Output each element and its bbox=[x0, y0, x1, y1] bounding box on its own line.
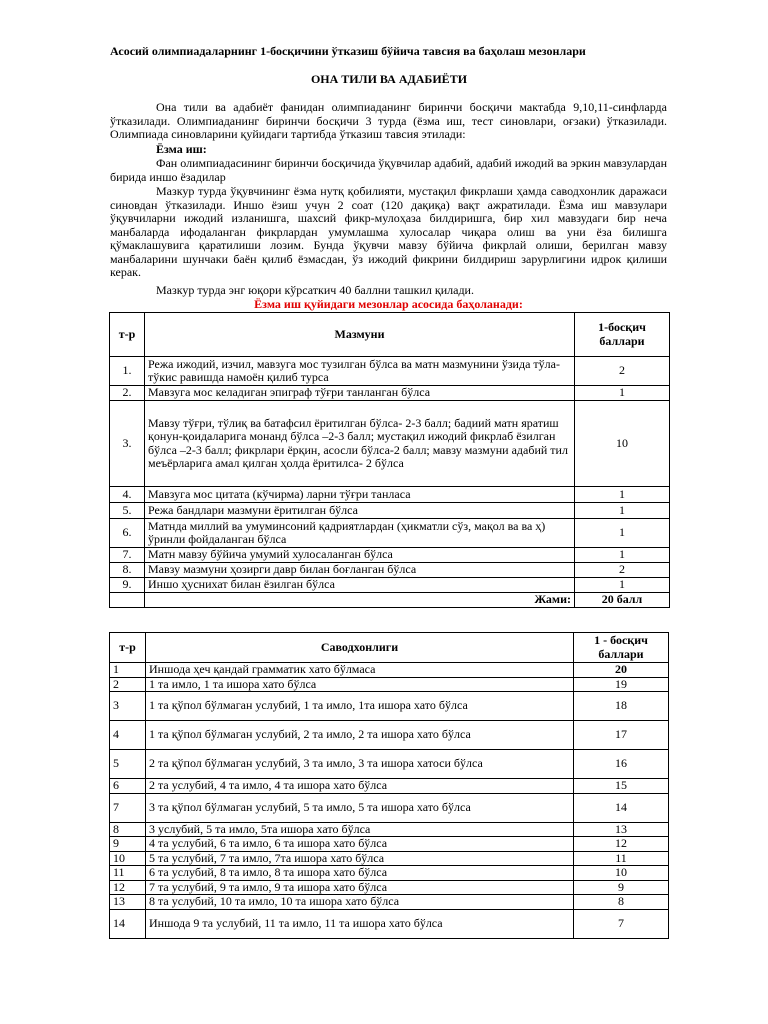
intro-paragraph: Она тили ва адабиёт фанидан олимпиаданинг биринчи босқичи мактабда 9,10,11-синфларда ўтказилади. Олимпиаданинг биринчи босқичи 3 турда (ёзма иш, тест синовлари, оғзаки) ўтказилади. Олимпиада синовларини қуйидаги тартибда ўтказиш тавсия этилади: bbox=[110, 100, 667, 141]
row-score: 10 bbox=[574, 866, 669, 881]
row-number: 1 bbox=[110, 663, 146, 678]
row-number: 8 bbox=[110, 822, 146, 837]
row-criterion: Мавзу тўғри, тўлиқ ва батафсил ёритилган бўлса- 2-3 балл; бадиий матн яратиш қонун-қоидаларига монанд бўлса –2-3 балл; мустақил ижодий фикрлаб ёзилган бўлса –2-3 балл; фикрлари ёрқин, асосли бўлса-2 балл; мавзу мазмуни адабий тил меъёрларига амал қилган ҳолда ёритилса- 2 бўлса bbox=[145, 401, 575, 487]
row-score: 1 bbox=[575, 578, 670, 593]
column-header-score: 1-босқич баллари bbox=[575, 313, 670, 357]
row-number: 2. bbox=[110, 386, 145, 401]
criteria-title: Ёзма иш қуйидаги мезонлар асосида баҳоланади: bbox=[254, 297, 523, 311]
row-criterion: Мавзуга мос цитата (кўчирма) ларни тўғри танласа bbox=[145, 487, 575, 503]
row-score: 19 bbox=[574, 677, 669, 692]
row-score: 17 bbox=[574, 721, 669, 750]
row-criterion: 3 та қўпол бўлмаган услубий, 5 та имло, 5 та ишора хато бўлса bbox=[146, 793, 574, 822]
row-criterion: Мавзуга мос келадиган эпиграф тўғри танланган бўлса bbox=[145, 386, 575, 401]
subject-title: ОНА ТИЛИ ВА АДАБИЁТИ bbox=[310, 72, 468, 86]
written-work-title: Ёзма иш: bbox=[156, 142, 207, 156]
row-score: 1 bbox=[575, 548, 670, 563]
row-criterion: Матн мавзу бўйича умумий хулосаланган бўлса bbox=[145, 548, 575, 563]
total-spacer-cell bbox=[110, 593, 145, 608]
row-score: 7 bbox=[574, 909, 669, 938]
row-score: 9 bbox=[574, 880, 669, 895]
row-number: 9 bbox=[110, 837, 146, 852]
row-score: 10 bbox=[575, 401, 670, 487]
row-score: 13 bbox=[574, 822, 669, 837]
row-number: 11 bbox=[110, 866, 146, 881]
literacy-criteria-table bbox=[109, 632, 669, 939]
row-criterion: 2 та услубий, 4 та имло, 4 та ишора хато бўлса bbox=[146, 779, 574, 794]
row-number: 7 bbox=[110, 793, 146, 822]
row-number: 9. bbox=[110, 578, 145, 593]
row-number: 2 bbox=[110, 677, 146, 692]
total-label: Жами: bbox=[145, 593, 575, 608]
row-criterion: Иншода 9 та услубий, 11 та имло, 11 та ишора хато бўлса bbox=[146, 909, 574, 938]
row-number: 4 bbox=[110, 721, 146, 750]
row-score: 1 bbox=[575, 487, 670, 503]
row-criterion: Режа бандлари мазмуни ёритилган бўлса bbox=[145, 503, 575, 519]
row-criterion: 6 та услубий, 8 та имло, 8 та ишора хато бўлса bbox=[146, 866, 574, 881]
row-score: 18 bbox=[574, 692, 669, 721]
row-score: 1 bbox=[575, 519, 670, 548]
row-number: 3 bbox=[110, 692, 146, 721]
row-score: 1 bbox=[575, 386, 670, 401]
row-criterion: 2 та қўпол бўлмаган услубий, 3 та имло, 3 та ишора хатоси бўлса bbox=[146, 750, 574, 779]
row-criterion: Мавзу мазмуни ҳозирги давр билан боғланган бўлса bbox=[145, 563, 575, 578]
row-score: 20 bbox=[574, 663, 669, 678]
row-number: 7. bbox=[110, 548, 145, 563]
row-criterion: Матнда миллий ва умуминсоний қадриятлардан (ҳикматли сўз, мақол ва ва ҳ) ўринли фойдаланган бўлса bbox=[145, 519, 575, 548]
row-number: 12 bbox=[110, 880, 146, 895]
row-number: 4. bbox=[110, 487, 145, 503]
row-number: 3. bbox=[110, 401, 145, 487]
row-number: 10 bbox=[110, 851, 146, 866]
paragraph-3: Мазкур турда энг юқори кўрсаткич 40 баллни ташкил қилади. bbox=[156, 283, 474, 297]
row-score: 12 bbox=[574, 837, 669, 852]
row-criterion: 3 услубий, 5 та имло, 5та ишора хато бўлса bbox=[146, 822, 574, 837]
column-header-literacy: Саводхонлиги bbox=[146, 633, 574, 663]
row-number: 13 bbox=[110, 895, 146, 910]
row-criterion: Иншода ҳеч қандай грамматик хато бўлмаса bbox=[146, 663, 574, 678]
row-criterion: 8 та услубий, 10 та имло, 10 та ишора хато бўлса bbox=[146, 895, 574, 910]
row-criterion: 7 та услубий, 9 та имло, 9 та ишора хато бўлса bbox=[146, 880, 574, 895]
row-score: 16 bbox=[574, 750, 669, 779]
row-score: 2 bbox=[575, 357, 670, 386]
row-score: 15 bbox=[574, 779, 669, 794]
row-number: 6. bbox=[110, 519, 145, 548]
row-criterion: 1 та имло, 1 та ишора хато бўлса bbox=[146, 677, 574, 692]
row-score: 14 bbox=[574, 793, 669, 822]
row-criterion: 5 та услубий, 7 та имло, 7та ишора хато бўлса bbox=[146, 851, 574, 866]
row-number: 5 bbox=[110, 750, 146, 779]
row-number: 14 bbox=[110, 909, 146, 938]
row-number: 5. bbox=[110, 503, 145, 519]
column-header-score: 1 - босқич баллари bbox=[574, 633, 669, 663]
column-header-content: Мазмуни bbox=[145, 313, 575, 357]
row-score: 11 bbox=[574, 851, 669, 866]
paragraph-1: Фан олимпиадасининг биринчи босқичида ўқувчилар адабий, адабий ижодий ва эркин мавзулардан бирида иншо ёзадилар bbox=[110, 156, 667, 184]
row-number: 6 bbox=[110, 779, 146, 794]
row-score: 8 bbox=[574, 895, 669, 910]
row-score: 2 bbox=[575, 563, 670, 578]
row-criterion: 1 та қўпол бўлмаган услубий, 1 та имло, 1та ишора хато бўлса bbox=[146, 692, 574, 721]
row-number: 8. bbox=[110, 563, 145, 578]
row-criterion: Иншо ҳуснихат билан ёзилган бўлса bbox=[145, 578, 575, 593]
row-number: 1. bbox=[110, 357, 145, 386]
content-criteria-table bbox=[109, 312, 670, 608]
row-criterion: 1 та қўпол бўлмаган услубий, 2 та имло, 2 та ишора хато бўлса bbox=[146, 721, 574, 750]
document-heading: Асосий олимпиадаларнинг 1-босқичини ўтказиш бўйича тавсия ва баҳолаш мезонлари bbox=[110, 44, 586, 58]
column-header-number: т-р bbox=[110, 313, 145, 357]
row-criterion: 4 та услубий, 6 та имло, 6 та ишора хато бўлса bbox=[146, 837, 574, 852]
column-header-number: т-р bbox=[110, 633, 146, 663]
row-score: 1 bbox=[575, 503, 670, 519]
total-value: 20 балл bbox=[575, 593, 670, 608]
paragraph-2: Мазкур турда ўқувчининг ёзма нутқ қобилияти, мустақил фикрлаши ҳамда саводхонлик даражаси синовдан ўтказилади. Иншо ёзиш учун 2 соат (120 дақиқа) вақт ажратилади. Ёзма иш мавзулари ўқувчиларни ижодий изланишга, шахсий фикр-мулоҳаза билдиришга, бир хил мавзудаги бир неча манбаларда ифодаланган фикрлардан умумлашма хулосалар чиқара олиш ва уни ёза билишга қўмаклашувига қаратилиши лозим. Бунда ўқувчи мавзу бўйича фикрлай олиши, берилган мавзу манбаларини шунчаки баён қилиб ёзмасдан, ўз ижодий фикрини билдириш зарурлигини идрок қилиши керак. bbox=[110, 184, 667, 279]
row-criterion: Режа ижодий, изчил, мавзуга мос тузилган бўлса ва матн мазмунини ўзида тўла-тўкис равишда намоён қилиб турса bbox=[145, 357, 575, 386]
